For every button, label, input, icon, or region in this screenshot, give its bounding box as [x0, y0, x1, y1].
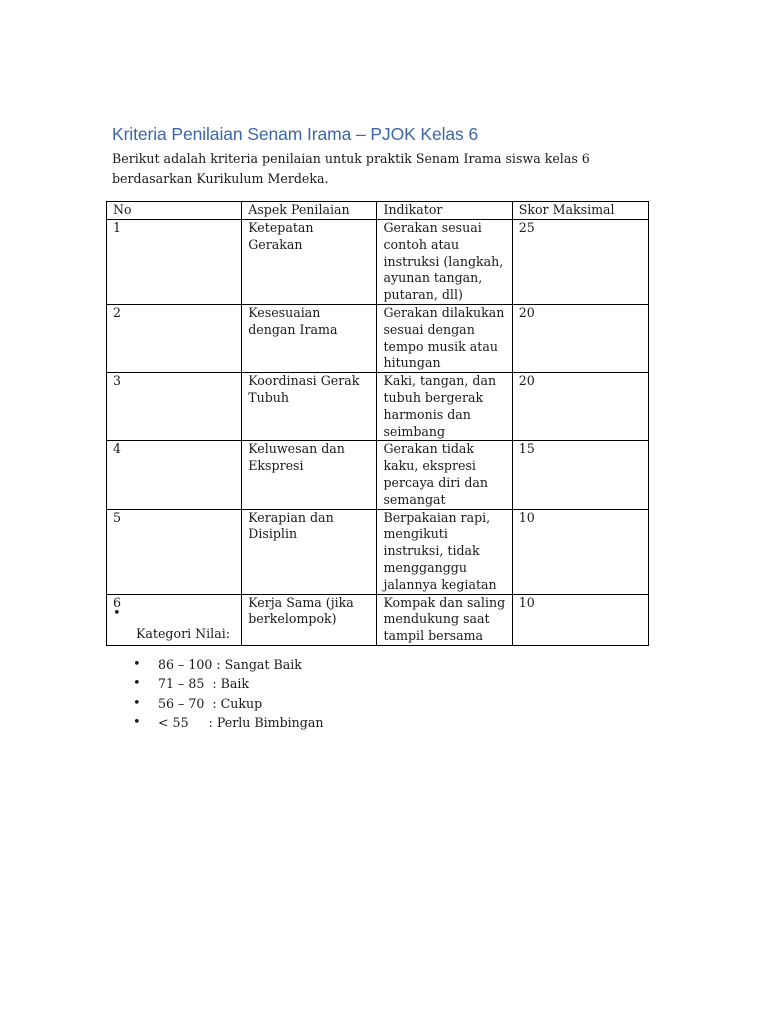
cell-aspek: Kerja Sama (jika berkelompok) [242, 594, 377, 645]
table-row [107, 509, 649, 594]
header-skor: Skor Maksimal [512, 202, 648, 220]
list-item [0, 657, 302, 676]
table-row [107, 304, 649, 372]
cell-skor: 25 [512, 220, 648, 305]
header-indikator: Indikator [377, 202, 512, 220]
criteria-table [106, 201, 649, 646]
bullet-icon: • [133, 714, 141, 730]
kategori-label: Kategori Nilai: [136, 626, 230, 641]
cell-no: 5 [107, 509, 242, 594]
cell-indikator: Berpakaian rapi, mengikuti instruksi, tidak mengganggu jalannya kegiatan [377, 509, 512, 594]
cell-indikator: Gerakan sesuai contoh atau instruksi (langkah, ayunan tangan, putaran, dll) [377, 220, 512, 305]
header-no: No [107, 202, 242, 220]
cell-no: 6 [107, 594, 242, 645]
cell-no: 1 [107, 220, 242, 305]
cell-skor: 10 [512, 594, 648, 645]
kategori-item-text: 71 – 85 : Baik [158, 676, 250, 692]
kategori-item-text: 56 – 70 : Cukup [158, 695, 263, 711]
cell-aspek: Kerapian dan Disiplin [242, 509, 377, 594]
cell-aspek: Keluwesan dan Ekspresi [242, 441, 377, 509]
document-title: Kriteria Penilaian Senam Irama – PJOK Kelas 6 [112, 124, 479, 144]
empty-bullet-point: • [113, 606, 121, 621]
cell-no: 4 [107, 441, 242, 509]
cell-skor: 10 [512, 509, 648, 594]
cell-skor: 20 [512, 304, 648, 372]
cell-aspek: Kesesuaian dengan Irama [242, 304, 377, 372]
cell-skor: 15 [512, 441, 648, 509]
table-row [107, 441, 649, 509]
table-row [107, 373, 649, 441]
list-item [0, 695, 263, 715]
cell-indikator: Kaki, tangan, dan tubuh bergerak harmonis dan seimbang [377, 373, 512, 441]
cell-no: 2 [107, 304, 242, 372]
cell-indikator: Gerakan dilakukan sesuai dengan tempo musik atau hitungan [377, 304, 512, 372]
table-header-row [107, 202, 649, 220]
cell-no: 3 [107, 373, 242, 441]
bullet-icon: • [133, 657, 141, 672]
bullet-icon: • [133, 676, 141, 692]
kategori-list [0, 657, 324, 734]
list-item [0, 676, 250, 695]
bullet-icon: • [133, 695, 141, 711]
cell-indikator: Kompak dan saling mendukung saat tampil bersama [377, 594, 512, 645]
header-aspek: Aspek Penilaian [242, 202, 377, 220]
cell-skor: 20 [512, 373, 648, 441]
cell-aspek: Ketepatan Gerakan [242, 220, 377, 305]
list-item [0, 714, 324, 734]
cell-indikator: Gerakan tidak kaku, ekspresi percaya diri dan semangat [377, 441, 512, 509]
intro-paragraph: Berikut adalah kriteria penilaian untuk praktik Senam Irama siswa kelas 6 berdasarkan Kurikulum Merdeka. [112, 151, 590, 186]
kategori-item-text: 86 – 100 : Sangat Baik [158, 657, 302, 672]
kategori-item-text: < 55 : Perlu Bimbingan [158, 714, 324, 730]
table-row [107, 220, 649, 305]
cell-aspek: Koordinasi Gerak Tubuh [242, 373, 377, 441]
